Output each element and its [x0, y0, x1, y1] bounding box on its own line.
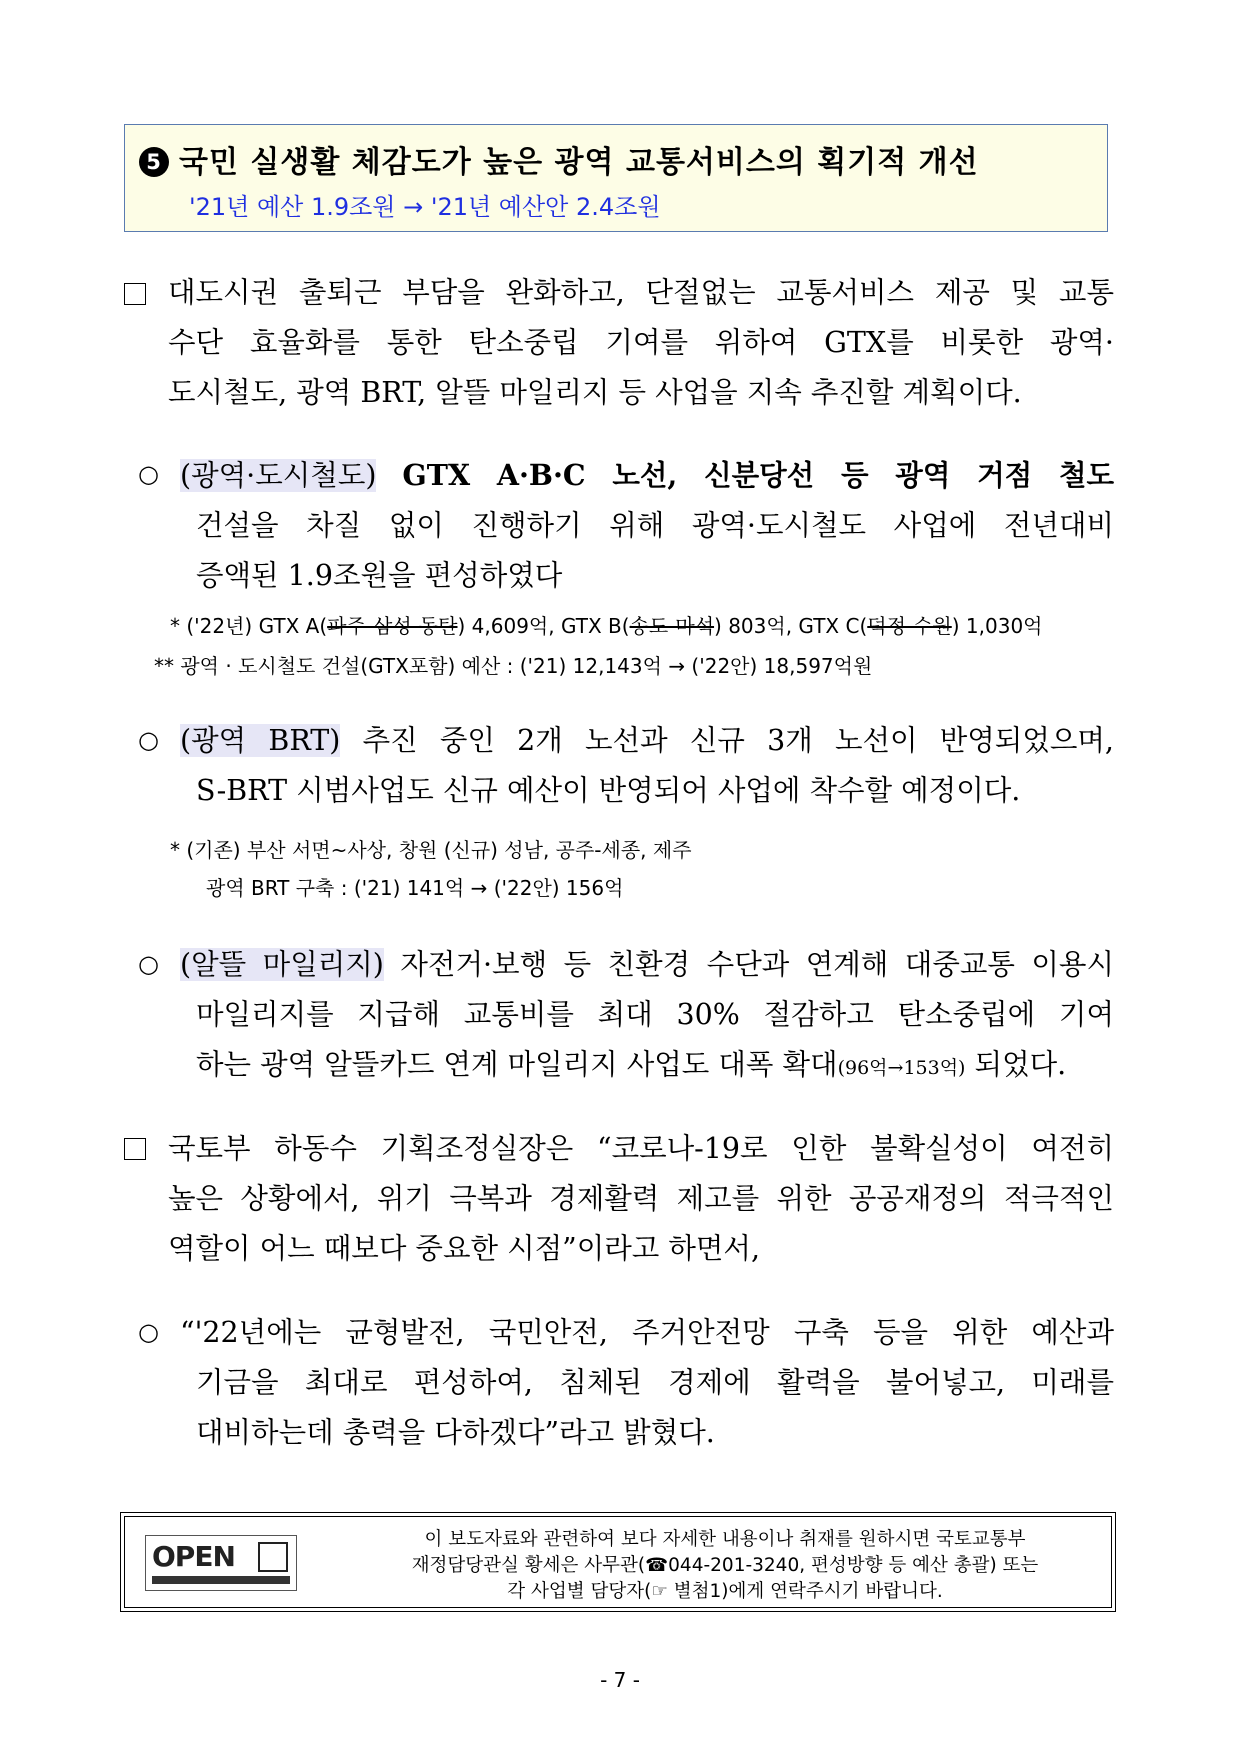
section-title	[139, 137, 979, 181]
mileage-line3-small: (96억→153억)	[837, 1057, 966, 1079]
square-bullet-icon	[124, 1138, 146, 1160]
brt-paragraph	[180, 716, 1114, 816]
section2-line: 역할이 어느 때보다 중요한 시점”이라고 하면서,	[168, 1232, 761, 1265]
section1-line: 도시철도, 광역 BRT, 알뜰 마일리지 등 사업을 지속 추진할 계획이다.	[168, 376, 1022, 409]
contact-text	[355, 1527, 1095, 1605]
contact-line: 각 사업별 담당자(☞ 별첨1)에게 연락주시기 바랍니다.	[507, 1581, 943, 1602]
section1-line: 수단 효율화를 통한 탄소중립 기여를 위하여 GTX를 비롯한 광역·	[168, 326, 1114, 359]
square-bullet-icon	[124, 283, 146, 305]
mileage-paragraph	[180, 940, 1114, 1093]
section1-paragraph	[168, 268, 1114, 418]
quote-line: 대비하는데 총력을 다하겠다”라고 밝혔다.	[196, 1416, 715, 1449]
quote-line: 기금을 최대로 편성하여, 침체된 경제에 활력을 불어넣고, 미래를	[196, 1366, 1114, 1399]
open-logo-icon	[145, 1535, 297, 1591]
rail-line: 건설을 차질 없이 진행하기 위해 광역·도시철도 사업에 전년대비	[196, 509, 1114, 542]
rail-line1-text: GTX A·B·C 노선, 신분당선 등 광역 거점 철도	[402, 458, 1115, 492]
circle-bullet-icon: ○	[138, 1318, 159, 1346]
mileage-label: (알뜰 마일리지)	[180, 948, 384, 981]
section1-line: 대도시권 출퇴근 부담을 완화하고, 단절없는 교통서비스 제공 및 교통	[168, 276, 1114, 309]
circle-bullet-icon: ○	[138, 726, 159, 754]
contact-line: 이 보도자료와 관련하여 보다 자세한 내용이나 취재를 원하시면 국토교통부	[424, 1529, 1026, 1550]
rail-note-1	[170, 606, 1043, 646]
section-number-badge: 5	[139, 147, 169, 177]
budget-change: '21년 예산 1.9조원 → '21년 예산안 2.4조원	[189, 193, 661, 221]
note-text: ) 1,030억	[951, 614, 1043, 638]
note-text: ) 4,609억, GTX B(	[457, 614, 630, 638]
rail-label: (광역·도시철도)	[180, 459, 377, 492]
contact-line: 재정담당관실 황세은 사무관(☎044-201-3240, 편성방향 등 예산 총괄) 또는	[411, 1555, 1039, 1576]
note-text: 파주-삼성-동탄	[327, 614, 458, 638]
brt-note-2: 광역 BRT 구축 : ('21) 141억 → ('22안) 156억	[206, 876, 624, 900]
rail-line	[180, 450, 1114, 501]
quote-paragraph	[180, 1308, 1114, 1458]
section-title-text: 국민 실생활 체감도가 높은 광역 교통서비스의 획기적 개선	[179, 145, 979, 180]
section2-line: 높은 상황에서, 위기 극복과 경제활력 제고를 위한 공공재정의 적극적인	[168, 1182, 1114, 1215]
brt-label: (광역 BRT)	[180, 724, 341, 757]
quote-line: “'22년에는 균형발전, 국민안전, 주거안전망 구축 등을 위한 예산과	[180, 1316, 1114, 1349]
page-number: - 7 -	[600, 1668, 640, 1692]
rail-line: 증액된 1.9조원을 편성하였다	[196, 559, 563, 592]
brt-note-1: * (기존) 부산 서면~사상, 창원 (신규) 성남, 공주-세종, 제주	[170, 838, 692, 862]
brt-line1-text: 추진 중인 2개 노선과 신규 3개 노선이 반영되었으며,	[362, 724, 1114, 757]
section2-line: 국토부 하동수 기획조정실장은 “코로나-19로 인한 불확실성이 여전히	[168, 1132, 1114, 1165]
mileage-line: 마일리지를 지급해 교통비를 최대 30% 절감하고 탄소중립에 기여	[196, 998, 1114, 1031]
open-logo-bar	[152, 1576, 290, 1584]
circle-bullet-icon: ○	[138, 950, 159, 978]
rail-note-2: ** 광역 · 도시철도 건설(GTX포함) 예산 : ('21) 12,143억 → ('22안) 18,597억원	[154, 654, 873, 678]
note-text: * ('22년) GTX A(	[170, 614, 328, 638]
note-text: 송도-마석	[629, 614, 715, 638]
rail-paragraph	[180, 450, 1114, 601]
mileage-line1-text: 자전거·보행 등 친환경 수단과 연계해 대중교통 이용시	[400, 948, 1114, 981]
contact-inner-frame	[124, 1516, 1112, 1608]
mileage-line	[180, 1040, 1114, 1093]
note-text: ) 803억, GTX C(	[714, 614, 868, 638]
section-header-box	[124, 124, 1108, 232]
mileage-line	[180, 940, 1114, 990]
brt-line: S-BRT 시범사업도 신규 예산이 반영되어 사업에 착수할 예정이다.	[196, 774, 1021, 807]
circle-bullet-icon: ○	[138, 460, 159, 488]
section2-paragraph	[168, 1124, 1114, 1274]
mileage-line3-text: 하는 광역 알뜰카드 연계 마일리지 사업도 대폭 확대	[196, 1048, 838, 1081]
mileage-line3-end: 되었다.	[965, 1048, 1067, 1081]
note-text: 덕정-수원	[867, 614, 952, 638]
open-logo-mark-icon	[258, 1542, 288, 1572]
open-logo-text: OPEN	[152, 1540, 235, 1573]
brt-line	[180, 716, 1114, 766]
contact-box	[120, 1512, 1116, 1612]
